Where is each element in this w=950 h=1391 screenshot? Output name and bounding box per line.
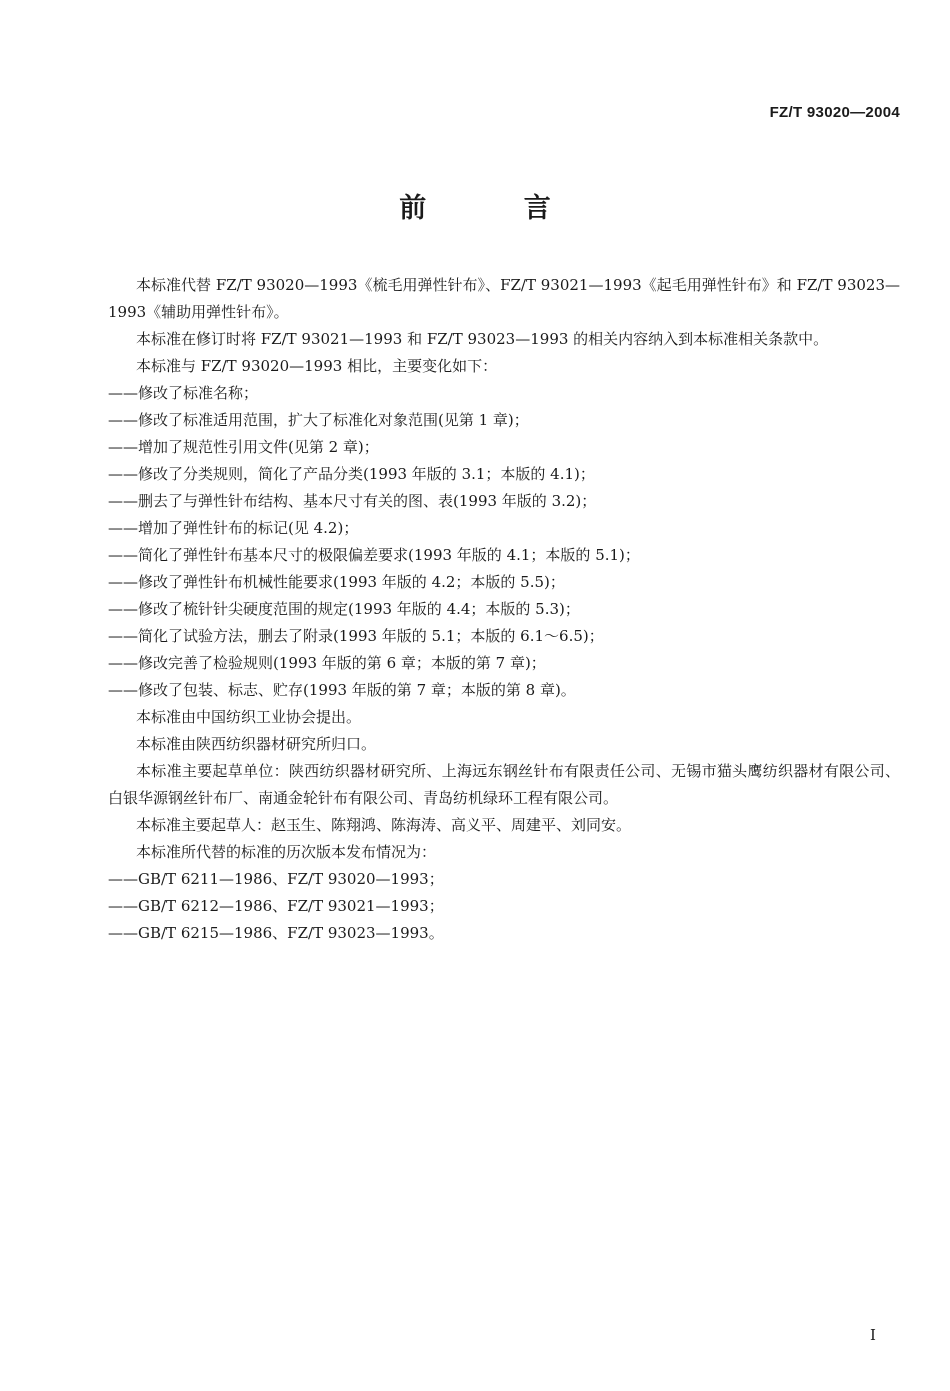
change-item: ——修改了标准名称；: [108, 384, 259, 402]
proposer-paragraph: 本标准由中国纺织工业协会提出。: [136, 708, 362, 726]
replacement-paragraph: 本标准代替 FZ/T 93020—1993《梳毛用弹性针布》、FZ/T 93021—1993《起毛用弹性针布》和 FZ/T 93023—1993《辅助用弹性针布》。: [108, 276, 900, 321]
page-title: 前 言: [399, 193, 595, 224]
change-item: ——增加了弹性针布的标记(见 4.2)；: [108, 519, 359, 537]
change-item: ——修改完善了检验规则(1993 年版的第 6 章；本版的第 7 章)；: [108, 654, 546, 672]
administrator-paragraph: 本标准由陕西纺织器材研究所归口。: [136, 735, 377, 753]
page-number: I: [870, 1326, 876, 1344]
history-item: ——GB/T 6211—1986、FZ/T 93020—1993；: [108, 870, 444, 888]
drafting-units-paragraph: 本标准主要起草单位：陕西纺织器材研究所、上海远东钢丝针布有限责任公司、无锡市猫头鹰纺织器材有限公司、白银华源钢丝针布厂、南通金轮针布有限公司、青岛纺机绿环工程有限公司。: [108, 762, 900, 807]
change-item: ——修改了分类规则，简化了产品分类(1993 年版的 3.1；本版的 4.1)；: [108, 465, 595, 483]
change-item: ——删去了与弹性针布结构、基本尺寸有关的图、表(1993 年版的 3.2)；: [108, 492, 597, 510]
history-item: ——GB/T 6215—1986、FZ/T 93023—1993。: [108, 924, 444, 942]
foreword-body: [108, 272, 900, 947]
change-item: ——简化了弹性针布基本尺寸的极限偏差要求(1993 年版的 4.1；本版的 5.1)；: [108, 546, 640, 564]
revision-paragraph: 本标准在修订时将 FZ/T 93021—1993 和 FZ/T 93023—1993 的相关内容纳入到本标准相关条款中。: [136, 330, 829, 348]
change-item: ——修改了梳针针尖硬度范围的规定(1993 年版的 4.4；本版的 5.3)；: [108, 600, 580, 618]
history-intro: 本标准所代替的标准的历次版本发布情况为：: [136, 843, 437, 861]
change-item: ——简化了试验方法，删去了附录(1993 年版的 5.1；本版的 6.1～6.5)；: [108, 627, 604, 645]
change-item: ——修改了弹性针布机械性能要求(1993 年版的 4.2；本版的 5.5)；: [108, 573, 565, 591]
change-item: ——增加了规范性引用文件(见第 2 章)；: [108, 438, 379, 456]
drafters-paragraph: 本标准主要起草人：赵玉生、陈翔鸿、陈海涛、高义平、周建平、刘同安。: [136, 816, 632, 834]
change-item: ——修改了标准适用范围，扩大了标准化对象范围(见第 1 章)；: [108, 411, 529, 429]
standard-code: FZ/T 93020—2004: [769, 104, 900, 121]
changes-intro: 本标准与 FZ/T 93020—1993 相比，主要变化如下：: [136, 357, 498, 375]
change-item: ——修改了包装、标志、贮存(1993 年版的第 7 章；本版的第 8 章)。: [108, 681, 576, 699]
history-item: ——GB/T 6212—1986、FZ/T 93021—1993；: [108, 897, 444, 915]
